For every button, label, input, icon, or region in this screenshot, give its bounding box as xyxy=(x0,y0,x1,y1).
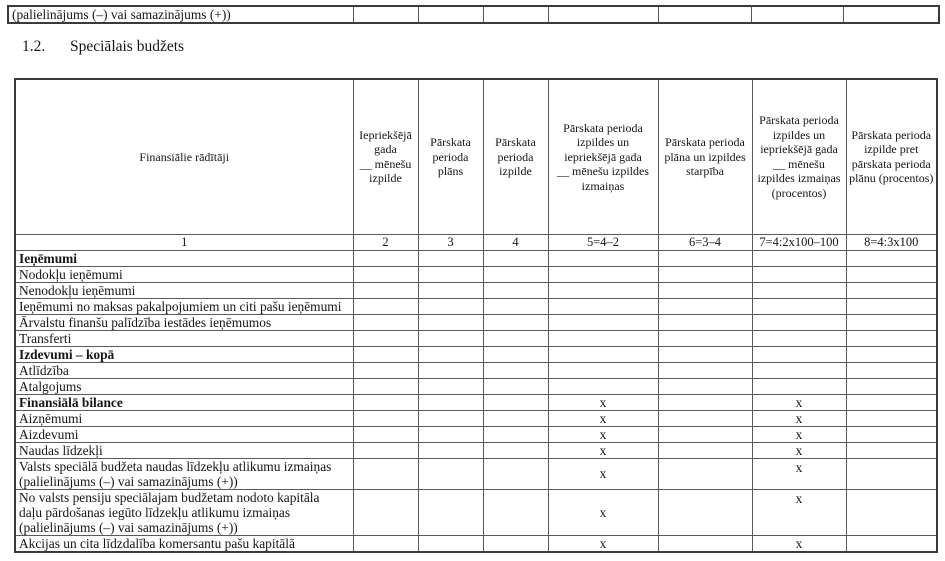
section-heading xyxy=(22,38,184,56)
row-label-cell: Atlīdzība xyxy=(15,362,353,378)
value-cell xyxy=(483,426,548,442)
value-cell xyxy=(353,426,418,442)
column-code: 5=4–2 xyxy=(548,234,658,250)
value-cell xyxy=(752,314,846,330)
row-label-cell: Valsts speciālā budžeta naudas līdzekļu atlikumu izmaiņas (palielinājums (–) vai samazinājums (+)) xyxy=(15,458,353,489)
row-label-cell: Nenodokļu ieņēmumi xyxy=(15,282,353,298)
column-code: 1 xyxy=(15,234,353,250)
value-cell xyxy=(752,346,846,362)
section-number: 1.2. xyxy=(22,38,46,55)
column-header-execution-change: Pārskata perioda izpildes un iepriekšējā gada __ mēnešu izpildes izmaiņas xyxy=(548,79,658,234)
value-cell xyxy=(418,394,483,410)
column-code: 2 xyxy=(353,234,418,250)
column-code: 6=3–4 xyxy=(658,234,752,250)
value-cell xyxy=(658,426,752,442)
value-cell xyxy=(846,535,937,552)
value-cell xyxy=(548,362,658,378)
value-cell xyxy=(483,458,548,489)
value-cell xyxy=(418,362,483,378)
value-cell xyxy=(846,362,937,378)
value-cell xyxy=(418,426,483,442)
value-cell xyxy=(418,314,483,330)
value-cell xyxy=(483,489,548,535)
row-label-cell: Naudas līdzekļi xyxy=(15,442,353,458)
section-title: Speciālais budžets xyxy=(70,38,185,55)
value-cell xyxy=(418,282,483,298)
value-cell xyxy=(353,330,418,346)
value-cell xyxy=(658,458,752,489)
column-header-plan-execution-difference: Pārskata perioda plāna un izpildes starpība xyxy=(658,79,752,234)
value-cell xyxy=(483,394,548,410)
table-row xyxy=(15,266,937,282)
value-cell xyxy=(353,378,418,394)
column-code: 4 xyxy=(483,234,548,250)
column-header-execution-change-percent: Pārskata perioda izpildes un iepriekšējā gada __ mēnešu izpildes izmaiņas (procentos) xyxy=(752,79,846,234)
value-cell xyxy=(418,489,483,535)
table-row xyxy=(15,298,937,314)
value-cell xyxy=(658,378,752,394)
value-cell: x xyxy=(548,489,658,535)
value-cell xyxy=(658,250,752,266)
table-row xyxy=(15,426,937,442)
table-row xyxy=(15,282,937,298)
continuation-table xyxy=(7,5,940,24)
value-cell xyxy=(658,314,752,330)
table-row xyxy=(15,394,937,410)
table-header-row xyxy=(15,79,937,234)
value-cell xyxy=(418,410,483,426)
row-label-cell: Ārvalstu finanšu palīdzība iestādes ieņēmumos xyxy=(15,314,353,330)
continuation-empty-cell xyxy=(353,6,418,23)
row-label-cell: Akcijas un cita līdzdalība komersantu pašu kapitālā xyxy=(15,535,353,552)
value-cell xyxy=(658,266,752,282)
value-cell xyxy=(658,489,752,535)
value-cell xyxy=(483,346,548,362)
row-label-cell: Aizdevumi xyxy=(15,426,353,442)
value-cell xyxy=(846,394,937,410)
value-cell xyxy=(418,330,483,346)
table-row xyxy=(15,346,937,362)
value-cell: x xyxy=(752,442,846,458)
value-cell xyxy=(418,298,483,314)
row-label-cell: Aizņēmumi xyxy=(15,410,353,426)
value-cell xyxy=(353,282,418,298)
value-cell xyxy=(752,362,846,378)
row-label-cell: Transferti xyxy=(15,330,353,346)
value-cell xyxy=(846,298,937,314)
value-cell xyxy=(658,535,752,552)
value-cell xyxy=(483,535,548,552)
continuation-empty-cell xyxy=(843,6,939,23)
continuation-empty-cell xyxy=(658,6,751,23)
value-cell xyxy=(846,410,937,426)
continuation-empty-cell xyxy=(548,6,658,23)
value-cell xyxy=(752,282,846,298)
table-row xyxy=(15,314,937,330)
value-cell xyxy=(418,250,483,266)
value-cell xyxy=(353,442,418,458)
value-cell xyxy=(418,378,483,394)
table-row xyxy=(15,535,937,552)
continuation-empty-cell xyxy=(483,6,548,23)
value-cell xyxy=(353,535,418,552)
column-header-period-plan: Pārskata perioda plāns xyxy=(418,79,483,234)
value-cell: x xyxy=(548,394,658,410)
column-header-previous-year-execution: Iepriekšējā gada __ mēnešu izpilde xyxy=(353,79,418,234)
value-cell: x xyxy=(752,410,846,426)
value-cell: x xyxy=(548,535,658,552)
value-cell: x xyxy=(752,426,846,442)
value-cell xyxy=(658,330,752,346)
column-header-execution-vs-plan-percent: Pārskata perioda izpilde pret pārskata perioda plānu (procentos) xyxy=(846,79,937,234)
value-cell xyxy=(353,314,418,330)
value-cell xyxy=(353,266,418,282)
continuation-row-label: (palielinājums (–) vai samazinājums (+)) xyxy=(8,6,353,23)
table-row xyxy=(15,458,937,489)
value-cell xyxy=(846,489,937,535)
continuation-row xyxy=(8,6,939,23)
value-cell xyxy=(483,266,548,282)
value-cell xyxy=(752,266,846,282)
value-cell xyxy=(548,314,658,330)
value-cell xyxy=(418,442,483,458)
column-header-period-execution: Pārskata perioda izpilde xyxy=(483,79,548,234)
value-cell xyxy=(483,282,548,298)
column-code-row xyxy=(15,234,937,250)
value-cell xyxy=(483,378,548,394)
value-cell: x xyxy=(752,458,846,489)
value-cell xyxy=(353,346,418,362)
value-cell xyxy=(353,410,418,426)
column-code: 3 xyxy=(418,234,483,250)
value-cell: x xyxy=(752,489,846,535)
table-row xyxy=(15,362,937,378)
row-label-cell: Izdevumi – kopā xyxy=(15,346,353,362)
value-cell xyxy=(418,535,483,552)
value-cell xyxy=(548,330,658,346)
value-cell xyxy=(418,458,483,489)
value-cell xyxy=(846,314,937,330)
column-code: 8=4:3x100 xyxy=(846,234,937,250)
value-cell xyxy=(353,458,418,489)
special-budget-table xyxy=(14,78,938,553)
row-label-cell: Ieņēmumi xyxy=(15,250,353,266)
continuation-empty-cell xyxy=(418,6,483,23)
value-cell xyxy=(353,394,418,410)
table-row xyxy=(15,442,937,458)
value-cell xyxy=(846,378,937,394)
value-cell xyxy=(752,330,846,346)
value-cell xyxy=(658,442,752,458)
value-cell xyxy=(658,346,752,362)
value-cell xyxy=(483,362,548,378)
value-cell xyxy=(353,489,418,535)
value-cell xyxy=(418,346,483,362)
value-cell: x xyxy=(548,410,658,426)
table-row xyxy=(15,250,937,266)
value-cell xyxy=(483,410,548,426)
table-row xyxy=(15,330,937,346)
value-cell xyxy=(483,314,548,330)
value-cell: x xyxy=(548,442,658,458)
table-row xyxy=(15,489,937,535)
row-label-cell: No valsts pensiju speciālajam budžetam nodoto kapitāla daļu pārdošanas iegūto līdzekļu atlikumu izmaiņas (palielinājums (–) vai samazinājums (+)) xyxy=(15,489,353,535)
value-cell xyxy=(353,250,418,266)
column-header-financial-indicators: Finansiālie rādītāji xyxy=(15,79,353,234)
value-cell xyxy=(483,442,548,458)
value-cell xyxy=(752,378,846,394)
value-cell: x xyxy=(548,426,658,442)
value-cell xyxy=(483,298,548,314)
value-cell xyxy=(548,346,658,362)
value-cell xyxy=(353,362,418,378)
value-cell xyxy=(418,266,483,282)
value-cell xyxy=(658,410,752,426)
value-cell xyxy=(846,282,937,298)
value-cell xyxy=(752,250,846,266)
value-cell xyxy=(658,282,752,298)
row-label-cell: Nodokļu ieņēmumi xyxy=(15,266,353,282)
value-cell xyxy=(658,298,752,314)
value-cell: x xyxy=(548,458,658,489)
value-cell xyxy=(548,250,658,266)
value-cell: x xyxy=(752,535,846,552)
value-cell xyxy=(353,298,418,314)
value-cell xyxy=(548,282,658,298)
value-cell xyxy=(846,266,937,282)
value-cell xyxy=(752,298,846,314)
value-cell xyxy=(846,458,937,489)
value-cell xyxy=(483,330,548,346)
value-cell xyxy=(548,298,658,314)
row-label-cell: Ieņēmumi no maksas pakalpojumiem un citi pašu ieņēmumi xyxy=(15,298,353,314)
value-cell xyxy=(548,266,658,282)
value-cell: x xyxy=(752,394,846,410)
value-cell xyxy=(846,426,937,442)
value-cell xyxy=(846,346,937,362)
row-label-cell: Finansiālā bilance xyxy=(15,394,353,410)
value-cell xyxy=(846,250,937,266)
value-cell xyxy=(846,442,937,458)
table-row xyxy=(15,378,937,394)
row-label-cell: Atalgojums xyxy=(15,378,353,394)
column-code: 7=4:2x100–100 xyxy=(752,234,846,250)
value-cell xyxy=(548,378,658,394)
continuation-empty-cell xyxy=(751,6,843,23)
value-cell xyxy=(483,250,548,266)
value-cell xyxy=(846,330,937,346)
value-cell xyxy=(658,362,752,378)
table-row xyxy=(15,410,937,426)
value-cell xyxy=(658,394,752,410)
